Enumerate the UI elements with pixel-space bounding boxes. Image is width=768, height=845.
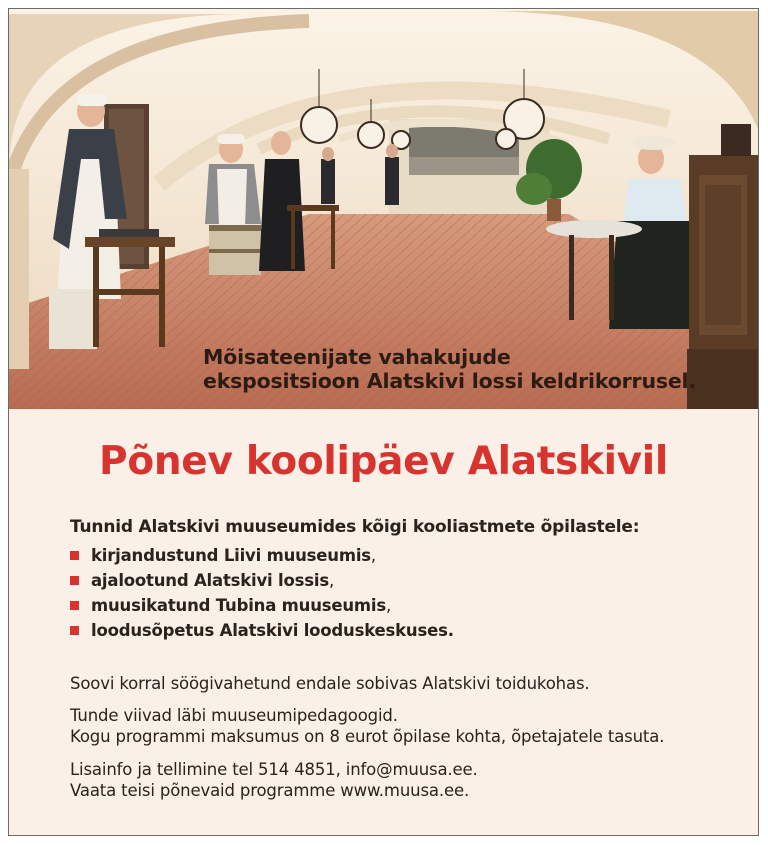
list-item [70,618,454,643]
contact-text: Lisainfo ja tellimine tel 514 4851, info@muusa.ee. [70,760,478,779]
list-item-text: muusikatund Tubina muuseumis [91,596,387,615]
advertisement [8,8,759,836]
museum-photo [9,9,758,409]
headline: Põnev koolipäev Alatskivil [99,439,668,484]
list-item [70,568,454,593]
list-item-punct: , [386,596,392,615]
list-item-punct: , [370,546,376,565]
intro-text: Tunnid Alatskivi muuseumides kõigi kooliastmete õpilastele: [70,517,640,537]
food-info [70,673,590,694]
food-text: Soovi korral söögivahetund endale sobivas Alatskivi toidukohas. [70,674,590,693]
photo-caption [203,345,696,393]
list-item-text: ajalootund Alatskivi lossis [91,571,329,590]
price-text: Kogu programmi maksumus on 8 eurot õpilase kohta, õpetajatele tasuta. [70,727,665,746]
caption-line-2: ekspositsioon Alatskivi lossi keldrikorrusel. [203,369,696,393]
contact-info [70,759,478,801]
list-item [70,543,454,568]
list-item-text: kirjandustund Liivi muuseumis [91,546,371,565]
list-item-punct: , [328,571,334,590]
lesson-list [70,543,454,643]
bullet-square-icon [70,601,79,610]
program-info [70,705,664,747]
list-item-text: loodusõpetus Alatskivi looduskeskuses. [91,621,454,640]
bullet-square-icon [70,576,79,585]
caption-line-1: Mõisateenijate vahakujude [203,345,511,369]
list-item [70,593,454,618]
teachers-text: Tunde viivad läbi muuseumipedagoogid. [70,706,398,725]
bullet-square-icon [70,551,79,560]
more-programs-text: Vaata teisi põnevaid programme www.muusa.ee. [70,781,470,800]
bullet-square-icon [70,626,79,635]
